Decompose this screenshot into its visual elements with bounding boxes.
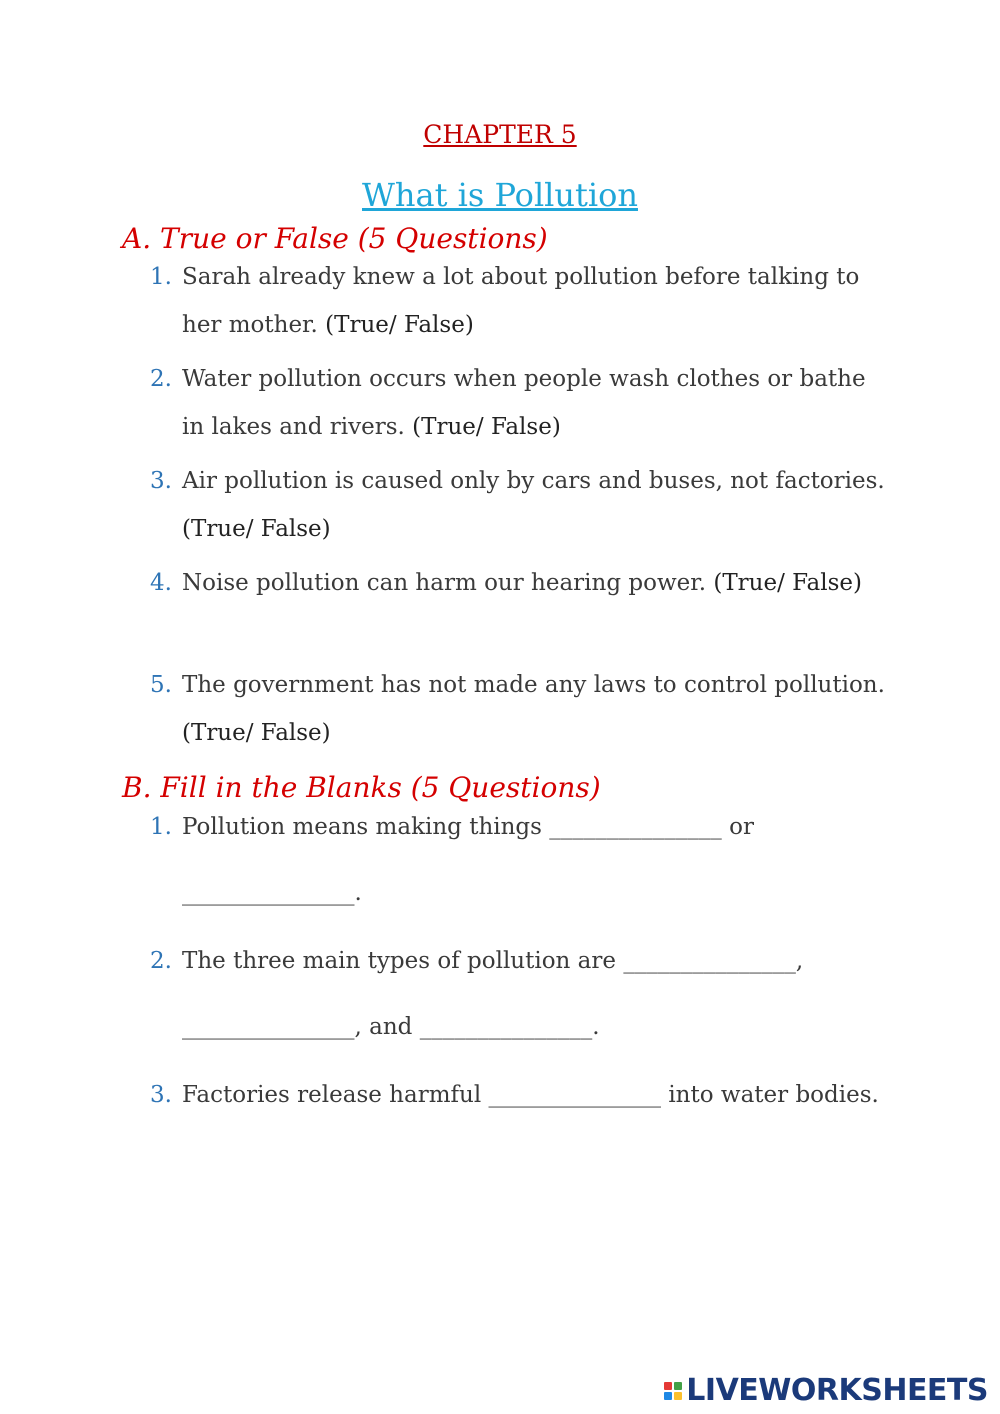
question-text: The government has not made any laws to control pollution. bbox=[182, 672, 885, 698]
true-false-choice[interactable]: (True/ False) bbox=[713, 570, 862, 596]
question-text: Sarah already knew a lot about pollution before talking to her mother. bbox=[182, 264, 860, 338]
answer-blank[interactable]: _______________ bbox=[623, 948, 796, 974]
page-title: What is Pollution bbox=[362, 176, 638, 214]
question-number: 5. bbox=[150, 672, 172, 698]
true-false-choice[interactable]: (True/ False) bbox=[412, 414, 561, 440]
fill-blank-question-3 bbox=[150, 1062, 890, 1128]
true-false-choice[interactable]: (True/ False) bbox=[182, 720, 331, 746]
question-text: . bbox=[592, 1014, 600, 1040]
question-text: Factories release harmful bbox=[182, 1082, 482, 1108]
answer-blank[interactable]: _______________ bbox=[549, 814, 722, 840]
liveworksheets-logo-icon bbox=[664, 1382, 682, 1400]
question-text: Air pollution is caused only by cars and buses, not factories. bbox=[182, 468, 885, 494]
question-text: . bbox=[354, 880, 362, 906]
question-number: 2. bbox=[150, 366, 172, 392]
question-number: 3. bbox=[150, 1082, 172, 1108]
true-false-question-3 bbox=[150, 457, 890, 553]
answer-blank[interactable]: _______________ bbox=[182, 1014, 355, 1040]
question-text: , bbox=[795, 948, 804, 974]
true-false-question-5 bbox=[150, 661, 890, 757]
section-b-heading: B. Fill in the Blanks (5 Questions) bbox=[122, 771, 601, 804]
true-false-choice[interactable]: (True/ False) bbox=[182, 516, 331, 542]
question-number: 1. bbox=[150, 264, 172, 290]
question-number: 1. bbox=[150, 814, 172, 840]
question-text: Pollution means making things bbox=[182, 814, 542, 840]
true-false-question-1 bbox=[150, 253, 890, 349]
liveworksheets-logo[interactable] bbox=[664, 1373, 988, 1408]
answer-blank[interactable]: _______________ bbox=[419, 1014, 593, 1040]
chapter-label: CHAPTER 5 bbox=[423, 120, 577, 149]
question-number: 2. bbox=[150, 948, 172, 974]
true-false-question-2 bbox=[150, 355, 890, 451]
question-text: The three main types of pollution are bbox=[182, 948, 617, 974]
question-text: Water pollution occurs when people wash clothes or bathe in lakes and rivers. bbox=[182, 366, 866, 440]
answer-blank[interactable]: _______________ bbox=[182, 880, 355, 906]
section-a-heading: A. True or False (5 Questions) bbox=[122, 222, 548, 255]
question-number: 3. bbox=[150, 468, 172, 494]
true-false-question-4 bbox=[150, 559, 890, 607]
true-false-choice[interactable]: (True/ False) bbox=[325, 312, 474, 338]
fill-blank-question-2 bbox=[150, 928, 890, 1060]
question-text: , and bbox=[354, 1014, 413, 1040]
answer-blank[interactable]: _______________ bbox=[488, 1082, 661, 1108]
logo-text: LIVEWORKSHEETS bbox=[686, 1373, 988, 1408]
question-text: Noise pollution can harm our hearing power. bbox=[182, 570, 707, 596]
question-text: into water bodies. bbox=[668, 1082, 879, 1108]
question-text: or bbox=[729, 814, 754, 840]
question-number: 4. bbox=[150, 570, 172, 596]
fill-blank-question-1 bbox=[150, 794, 890, 926]
